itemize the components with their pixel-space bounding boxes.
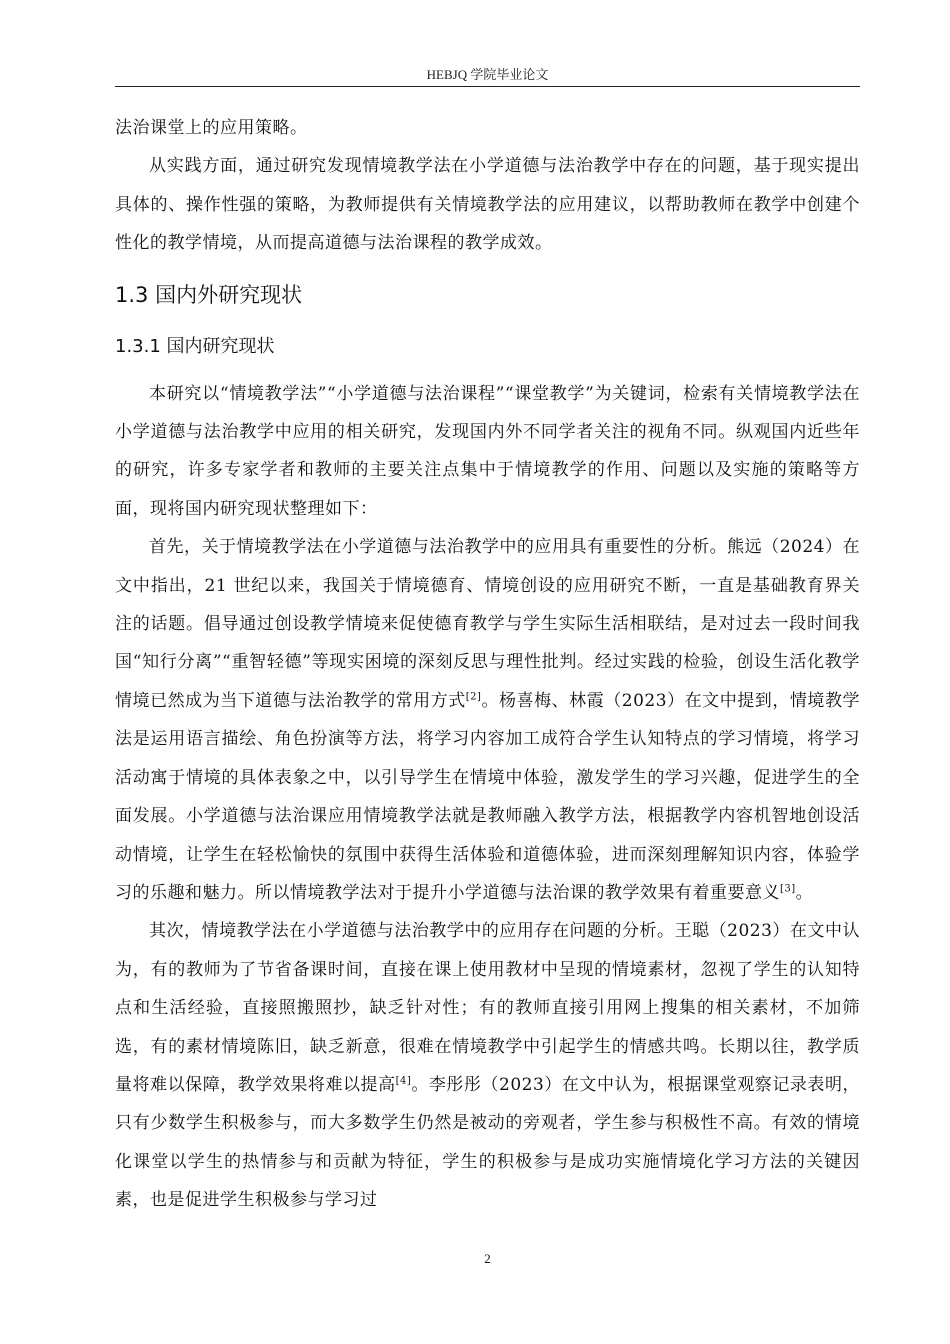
body-content — [115, 109, 860, 1220]
paragraph-text: 首先，关于情境教学法在小学道德与法治教学中的应用具有重要性的分析。熊远（2024）在文中指出，21 世纪以来，我国关于情境德育、情境创设的应用研究不断，一直是基础教育界关注的话题。倡导通过创设教学情境来促使德育教学与学生实际生活相联结，是对过去一段时间我国“知行分离”“重智轻德”等现实困境的深刻反思与理性批判。经过实践的检验，创设生活化教学情境已然成为当下道德与法治教学的常用方式 — [115, 537, 860, 711]
citation-ref-3: [3] — [780, 883, 796, 895]
subsection-heading-1-3-1: 1.3.1 国内研究现状 — [115, 335, 275, 357]
paragraph-importance — [115, 528, 860, 912]
section-heading-1-3: 1.3 国内外研究现状 — [115, 282, 303, 307]
page-number: 2 — [484, 1251, 491, 1266]
header-rule — [115, 86, 860, 87]
paragraph-text: 其次，情境教学法在小学道德与法治教学中的应用存在问题的分析。王聪（2023）在文中认为，有的教师为了节省备课时间，直接在课上使用教材中呈现的情境素材，忽视了学生的认知特点和生活经验，直接照搬照抄，缺乏针对性；有的教师直接引用网上搜集的相关素材，不加筛选，有的素材情境陈旧，缺乏新意，很难在情境教学中引起学生的情感共鸣。长期以往，教学质量将难以保障，教学效果将难以提高 — [115, 921, 860, 1095]
paragraph-text: 。 — [795, 882, 814, 903]
paragraph-practice: 从实践方面，通过研究发现情境教学法在小学道德与法治教学中存在的问题，基于现实提出具体的、操作性强的策略，为教师提供有关情境教学法的应用建议，以帮助教师在教学中创建个性化的教学情境，从而提高道德与法治课程的教学成效。 — [115, 156, 860, 254]
paragraph-problems — [115, 912, 860, 1219]
paragraph-text: 。李彤彤（2023）在文中认为，根据课堂观察记录表明，只有少数学生积极参与，而大多数学生仍然是被动的旁观者，学生参与积极性不高。有效的情境化课堂以学生的热情参与和贡献为特征，学生的积极参与是成功实施情境化学习方法的关键因素，也是促进学生积极参与学习过 — [115, 1074, 860, 1211]
citation-ref-2: [2] — [465, 691, 482, 703]
paragraph-continuation: 法治课堂上的应用策略。 — [115, 118, 308, 138]
paragraph-text: 。杨喜梅、林霞（2023）在文中提到，情境教学法是运用语言描绘、角色扮演等方法，将学习内容加工成符合学生认知特点的学习情境，将学习活动寓于情境的具体表象之中，以引导学生在情境中体验，激发学生的学习兴趣，促进学生的全面发展。小学道德与法治课应用情境教学法就是教师融入教学方法，根据教学内容机智地创设活动情境，让学生在轻松愉快的氛围中获得生活体验和道德体验，进而深刻理解知识内容，体验学习的乐趣和魅力。所以情境教学法对于提升小学道德与法治课的教学效果有着重要意义 — [115, 690, 860, 903]
citation-ref-4: [4] — [395, 1075, 412, 1087]
paragraph-intro: 本研究以“情境教学法”“小学道德与法治课程”“课堂教学”为关键词，检索有关情境教学法在小学道德与法治教学中应用的相关研究，发现国内外不同学者关注的视角不同。纵观国内近些年的研究，许多专家学者和教师的主要关注点集中于情境教学的作用、问题以及实施的策略等方面，现将国内研究现状整理如下： — [115, 383, 860, 519]
running-header: HEBJQ 学院毕业论文 — [426, 67, 549, 82]
